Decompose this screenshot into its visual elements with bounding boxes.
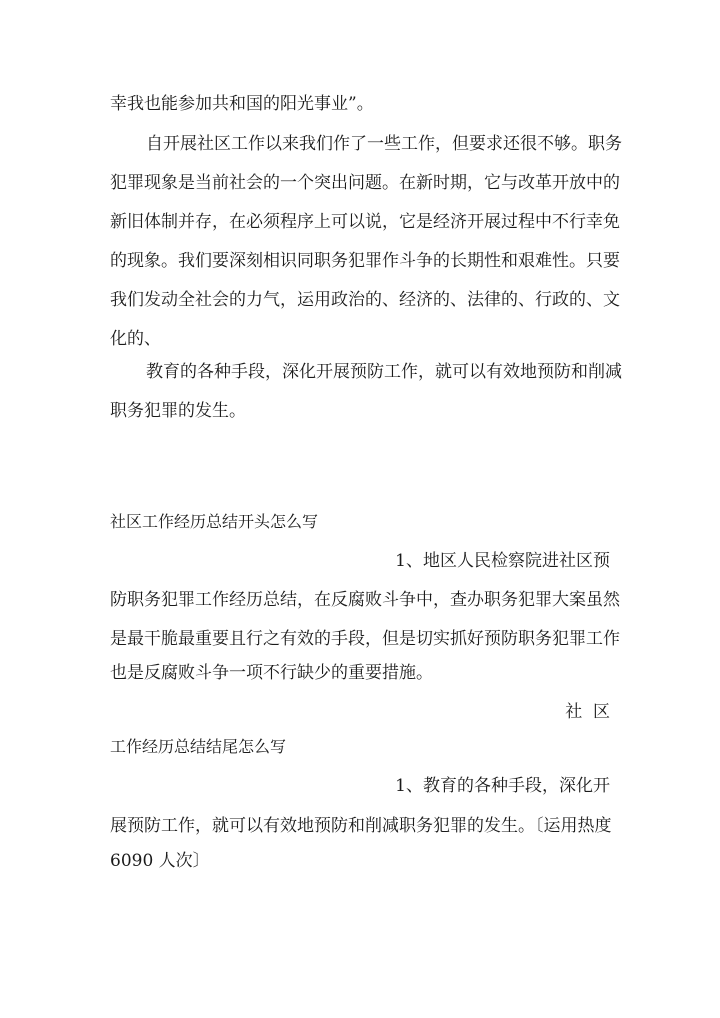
- text-line: 职务犯罪的发生。: [110, 401, 246, 421]
- paragraph-first-line: 自开展社区工作以来我们作了一些工作，但要求还很不够。职务: [146, 134, 622, 154]
- text-line: 展预防工作，就可以有效地预防和削减职务犯罪的发生。〔运用热度: [110, 816, 612, 836]
- section-heading-opening: 社区工作经历总结开头怎么写: [110, 512, 319, 531]
- text-line: 幸我也能参加共和国的阳光事业”。: [110, 94, 374, 114]
- text-line: 犯罪现象是当前社会的一个突出问题。在新时期，它与改革开放中的: [110, 173, 620, 193]
- text-line: 的现象。我们要深刻相识同职务犯罪作斗争的长期性和艰难性。只要: [110, 251, 620, 271]
- text-line: 6090 人次〕: [110, 851, 210, 871]
- text-line: 1、地区人民检察院进社区预: [395, 551, 610, 571]
- paragraph-first-line: 教育的各种手段，深化开展预防工作，就可以有效地预防和削减: [146, 362, 622, 382]
- section-heading-closing: 工作经历总结结尾怎么写: [110, 737, 287, 756]
- text-line: 化的、: [110, 329, 161, 349]
- text-line: 也是反腐败斗争一项不行缺少的重要措施。: [110, 663, 433, 683]
- text-line: 新旧体制并存，在必须程序上可以说，它是经济开展过程中不行幸免: [110, 212, 620, 232]
- text-line: 防职务犯罪工作经历总结，在反腐败斗争中，查办职务犯罪大案虽然: [110, 590, 620, 610]
- text-line: 我们发动全社会的力气，运用政治的、经济的、法律的、行政的、文: [110, 290, 620, 310]
- text-line: 1、教育的各种手段，深化开: [395, 776, 610, 796]
- text-line: 是最干脆最重要且行之有效的手段，但是切实抓好预防职务犯罪工作: [110, 629, 620, 649]
- text-line: 社 区: [565, 702, 610, 722]
